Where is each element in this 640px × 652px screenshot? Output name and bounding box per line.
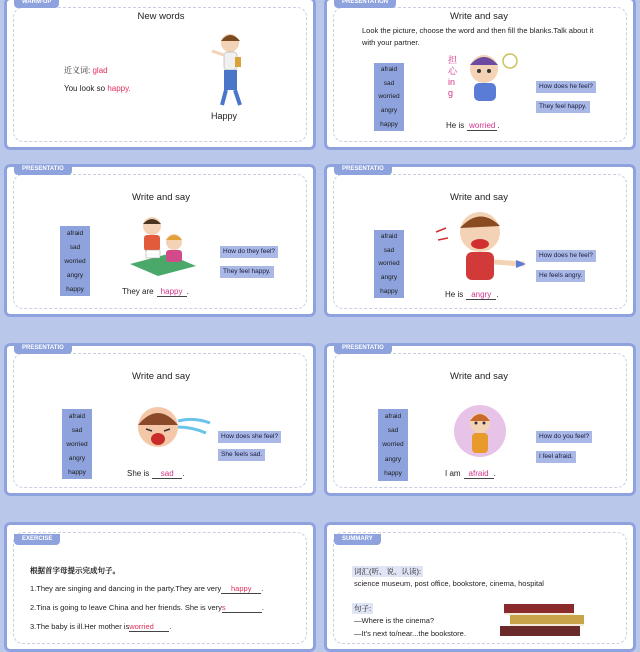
word-bank-item[interactable]: sad (71, 426, 83, 434)
word-bank (374, 230, 404, 298)
word-bank-item[interactable]: sad (383, 246, 395, 254)
slide-tag: PRESENTATIO (334, 164, 392, 175)
vocab-label: 词汇(听、说、认读): (354, 567, 422, 576)
word-bank-item[interactable]: happy (68, 468, 86, 476)
answer-blank[interactable]: afraid (464, 469, 494, 479)
word-bank-item[interactable]: angry (66, 271, 84, 279)
reply-bubble: She feels sad. (218, 449, 265, 461)
word-bank-item[interactable]: afraid (66, 229, 84, 237)
exercise-blank-3[interactable]: worried (129, 622, 169, 632)
word-bank-item[interactable]: afraid (380, 233, 398, 241)
word-bank (62, 409, 92, 479)
afraid-girl-illustration (452, 401, 508, 461)
synonym-line (64, 65, 108, 76)
slide-tag: PRESENTATIO (14, 164, 72, 175)
word-bank-item[interactable]: worried (378, 260, 400, 268)
answer-line: They are happy . (122, 287, 189, 296)
word-bank-item[interactable]: worried (66, 440, 88, 448)
word-bank-item[interactable]: afraid (68, 412, 86, 420)
slide-title: Write and say (450, 11, 508, 22)
question-bubble: How does he feel? (536, 250, 596, 262)
slide-tag: WARM-UP (14, 0, 59, 8)
slide-tag: PRESENTATIO (14, 343, 72, 354)
vocab-list: science museum, post office, bookstore, cinema, hospital (354, 579, 544, 588)
word-bank-item[interactable]: angry (380, 107, 398, 115)
exercise-blank-1[interactable]: happy (221, 584, 261, 594)
picture-caption: Happy (211, 111, 238, 121)
books-stack-illustration (496, 600, 592, 640)
question-bubble: How does he feel? (536, 81, 596, 93)
answer-line: He is angry . (445, 290, 499, 299)
crying-girl-illustration (128, 401, 212, 461)
word-bank-item[interactable]: angry (68, 454, 86, 462)
word-bank (374, 63, 404, 131)
slide-tag: SUMMARY (334, 534, 381, 545)
word-bank-item[interactable]: worried (378, 93, 400, 101)
exercise-heading: 根据首字母提示完成句子。 (30, 566, 120, 575)
reply-bubble: They feel happy. (536, 101, 590, 113)
answer-line: She is sad . (127, 469, 185, 478)
question-bubble: How do they feel? (220, 246, 278, 258)
reply-bubble: I feel afraid. (536, 451, 576, 463)
word-bank-item[interactable]: happy (66, 285, 84, 293)
exercise-question-2: 2.Tina is going to leave China and her friends. She is verys . (30, 603, 265, 612)
synonym-word: glad (92, 66, 108, 75)
question-bubble: How do you feel? (536, 431, 592, 443)
slide-tag: EXERCISE (14, 534, 60, 545)
answer-line: He is worried . (446, 121, 500, 130)
word-bank-item[interactable]: worried (382, 441, 404, 449)
exercise-blank-2[interactable]: s (222, 603, 262, 613)
word-bank-item[interactable]: happy (384, 470, 402, 478)
word-bank-item[interactable]: sad (69, 243, 81, 251)
slide-tag: PRESENTATION (334, 0, 396, 8)
slide-title: New words (137, 11, 185, 22)
question-bubble: How does she feel? (218, 431, 281, 443)
slide-write-say-angry (324, 164, 636, 317)
slide-write-say-worried (324, 0, 636, 150)
word-bank (60, 226, 90, 296)
reading-children-illustration (128, 214, 198, 276)
slide-tag: PRESENTATIO (334, 343, 392, 354)
worried-boy-illustration (460, 49, 520, 105)
slide-write-say-afraid (324, 343, 636, 496)
slide-write-say-happy (4, 164, 316, 317)
answer-blank[interactable]: angry (466, 290, 496, 300)
word-bank-item[interactable]: happy (380, 287, 398, 295)
exercise-question-1: 1.They are singing and dancing in the party.They are very happy . (30, 584, 264, 593)
slide-title: Write and say (450, 371, 508, 382)
happy-girl-illustration (202, 29, 252, 109)
synonym-label: 近义词: (64, 66, 91, 75)
slide-write-say-sad (4, 343, 316, 496)
word-bank-item[interactable]: worried (64, 257, 86, 265)
word-bank-item[interactable]: sad (387, 427, 399, 435)
slide-title: Write and say (132, 371, 190, 382)
slide-exercise (4, 522, 316, 652)
answer-blank[interactable]: sad (152, 469, 182, 479)
word-bank-item[interactable]: afraid (384, 412, 402, 420)
answer-blank[interactable]: worried (469, 121, 496, 130)
sentence-line-2: —It's next to/near...the bookstore. (354, 629, 466, 638)
slide-summary (324, 522, 636, 652)
sentence-line-1: —Where is the cinema? (354, 616, 435, 625)
example-sentence: You look so happy. (64, 84, 131, 93)
slide-title: Write and say (450, 192, 508, 203)
instruction-text: Look the picture, choose the word and then fill the blanks.Talk about it with your partner. (362, 26, 594, 47)
answer-line: I am afraid . (445, 469, 496, 478)
reply-bubble: He feels angry. (536, 270, 585, 282)
reply-bubble: They feel happy. (220, 266, 274, 278)
word-bank (378, 409, 408, 481)
answer-blank[interactable]: happy (157, 287, 187, 297)
word-bank-item[interactable]: happy (380, 120, 398, 128)
slide-new-words (4, 0, 316, 150)
word-bank-item[interactable]: afraid (380, 66, 398, 74)
word-bank-item[interactable]: angry (380, 274, 398, 282)
sentence-label: 句子: (354, 604, 372, 613)
word-bank-item[interactable]: sad (383, 79, 395, 87)
angry-boy-illustration (432, 208, 532, 284)
word-bank-item[interactable]: angry (384, 455, 402, 463)
exercise-question-3: 3.The baby is ill.Her mother isworried . (30, 622, 172, 631)
slide-title: Write and say (132, 192, 190, 203)
vertical-text: 担心ing (448, 55, 458, 98)
